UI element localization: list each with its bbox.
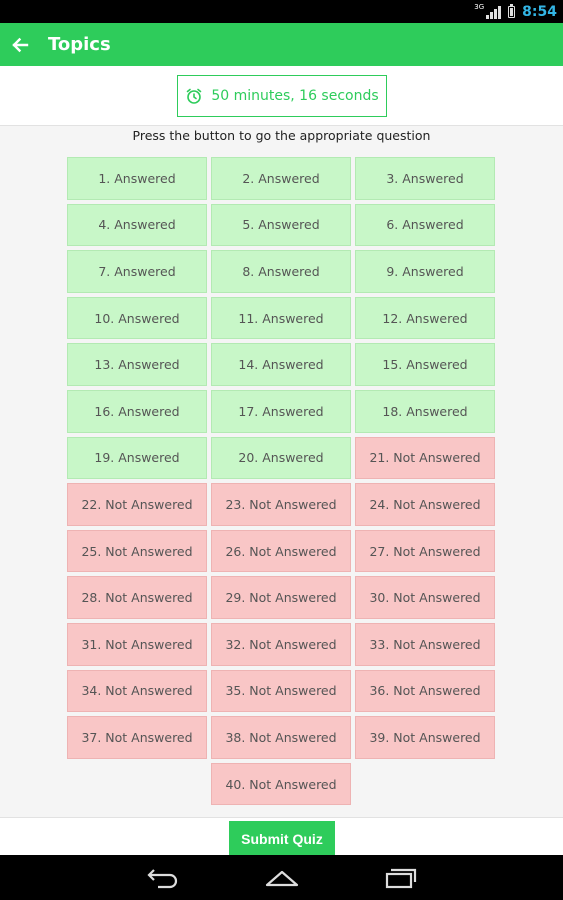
question-grid (67, 157, 497, 805)
question-button-3[interactable]: 3. Answered (355, 157, 495, 200)
question-button-36[interactable]: 36. Not Answered (355, 670, 495, 713)
question-button-6[interactable]: 6. Answered (355, 204, 495, 247)
back-button[interactable] (4, 29, 36, 61)
question-button-10[interactable]: 10. Answered (67, 297, 207, 340)
question-button-27[interactable]: 27. Not Answered (355, 530, 495, 573)
status-bar (0, 0, 563, 23)
question-button-26[interactable]: 26. Not Answered (211, 530, 351, 573)
question-button-29[interactable]: 29. Not Answered (211, 576, 351, 619)
question-button-9[interactable]: 9. Answered (355, 250, 495, 293)
question-button-31[interactable]: 31. Not Answered (67, 623, 207, 666)
question-button-11[interactable]: 11. Answered (211, 297, 351, 340)
question-button-21[interactable]: 21. Not Answered (355, 437, 495, 480)
app-bar (0, 23, 563, 66)
system-nav-bar (0, 855, 563, 900)
submit-quiz-button[interactable]: Submit Quiz (229, 821, 335, 857)
page-title: Topics (48, 34, 111, 55)
question-button-32[interactable]: 32. Not Answered (211, 623, 351, 666)
status-clock: 8:54 (522, 3, 557, 20)
nav-recents-button[interactable] (383, 864, 419, 892)
question-button-23[interactable]: 23. Not Answered (211, 483, 351, 526)
network-type: 3G (474, 2, 485, 11)
question-button-7[interactable]: 7. Answered (67, 250, 207, 293)
question-button-40[interactable]: 40. Not Answered (211, 763, 351, 806)
question-button-24[interactable]: 24. Not Answered (355, 483, 495, 526)
question-button-33[interactable]: 33. Not Answered (355, 623, 495, 666)
question-button-2[interactable]: 2. Answered (211, 157, 351, 200)
nav-back-button[interactable] (145, 864, 181, 892)
question-button-1[interactable]: 1. Answered (67, 157, 207, 200)
question-button-15[interactable]: 15. Answered (355, 343, 495, 386)
signal-icon (486, 5, 501, 19)
nav-home-button[interactable] (264, 864, 300, 892)
question-button-38[interactable]: 38. Not Answered (211, 716, 351, 759)
question-button-18[interactable]: 18. Answered (355, 390, 495, 433)
timer-box (177, 75, 387, 117)
question-button-16[interactable]: 16. Answered (67, 390, 207, 433)
question-button-14[interactable]: 14. Answered (211, 343, 351, 386)
question-button-13[interactable]: 13. Answered (67, 343, 207, 386)
question-button-37[interactable]: 37. Not Answered (67, 716, 207, 759)
question-button-5[interactable]: 5. Answered (211, 204, 351, 247)
timer-text: 50 minutes, 16 seconds (211, 88, 379, 104)
question-button-25[interactable]: 25. Not Answered (67, 530, 207, 573)
battery-icon (508, 6, 515, 18)
question-button-22[interactable]: 22. Not Answered (67, 483, 207, 526)
question-button-20[interactable]: 20. Answered (211, 437, 351, 480)
question-button-17[interactable]: 17. Answered (211, 390, 351, 433)
question-button-8[interactable]: 8. Answered (211, 250, 351, 293)
question-button-34[interactable]: 34. Not Answered (67, 670, 207, 713)
bottom-bar (0, 817, 563, 856)
question-button-19[interactable]: 19. Answered (67, 437, 207, 480)
alarm-clock-icon (185, 87, 203, 105)
timer-section (0, 66, 563, 126)
question-button-4[interactable]: 4. Answered (67, 204, 207, 247)
question-button-30[interactable]: 30. Not Answered (355, 576, 495, 619)
question-button-28[interactable]: 28. Not Answered (67, 576, 207, 619)
nav-recents-icon (384, 867, 418, 889)
status-icons (474, 0, 557, 23)
nav-home-icon (264, 867, 300, 889)
nav-back-icon (146, 867, 180, 889)
question-button-12[interactable]: 12. Answered (355, 297, 495, 340)
arrow-left-icon (10, 35, 30, 55)
question-button-39[interactable]: 39. Not Answered (355, 716, 495, 759)
question-button-35[interactable]: 35. Not Answered (211, 670, 351, 713)
instruction-text: Press the button to go the appropriate question (132, 128, 431, 143)
